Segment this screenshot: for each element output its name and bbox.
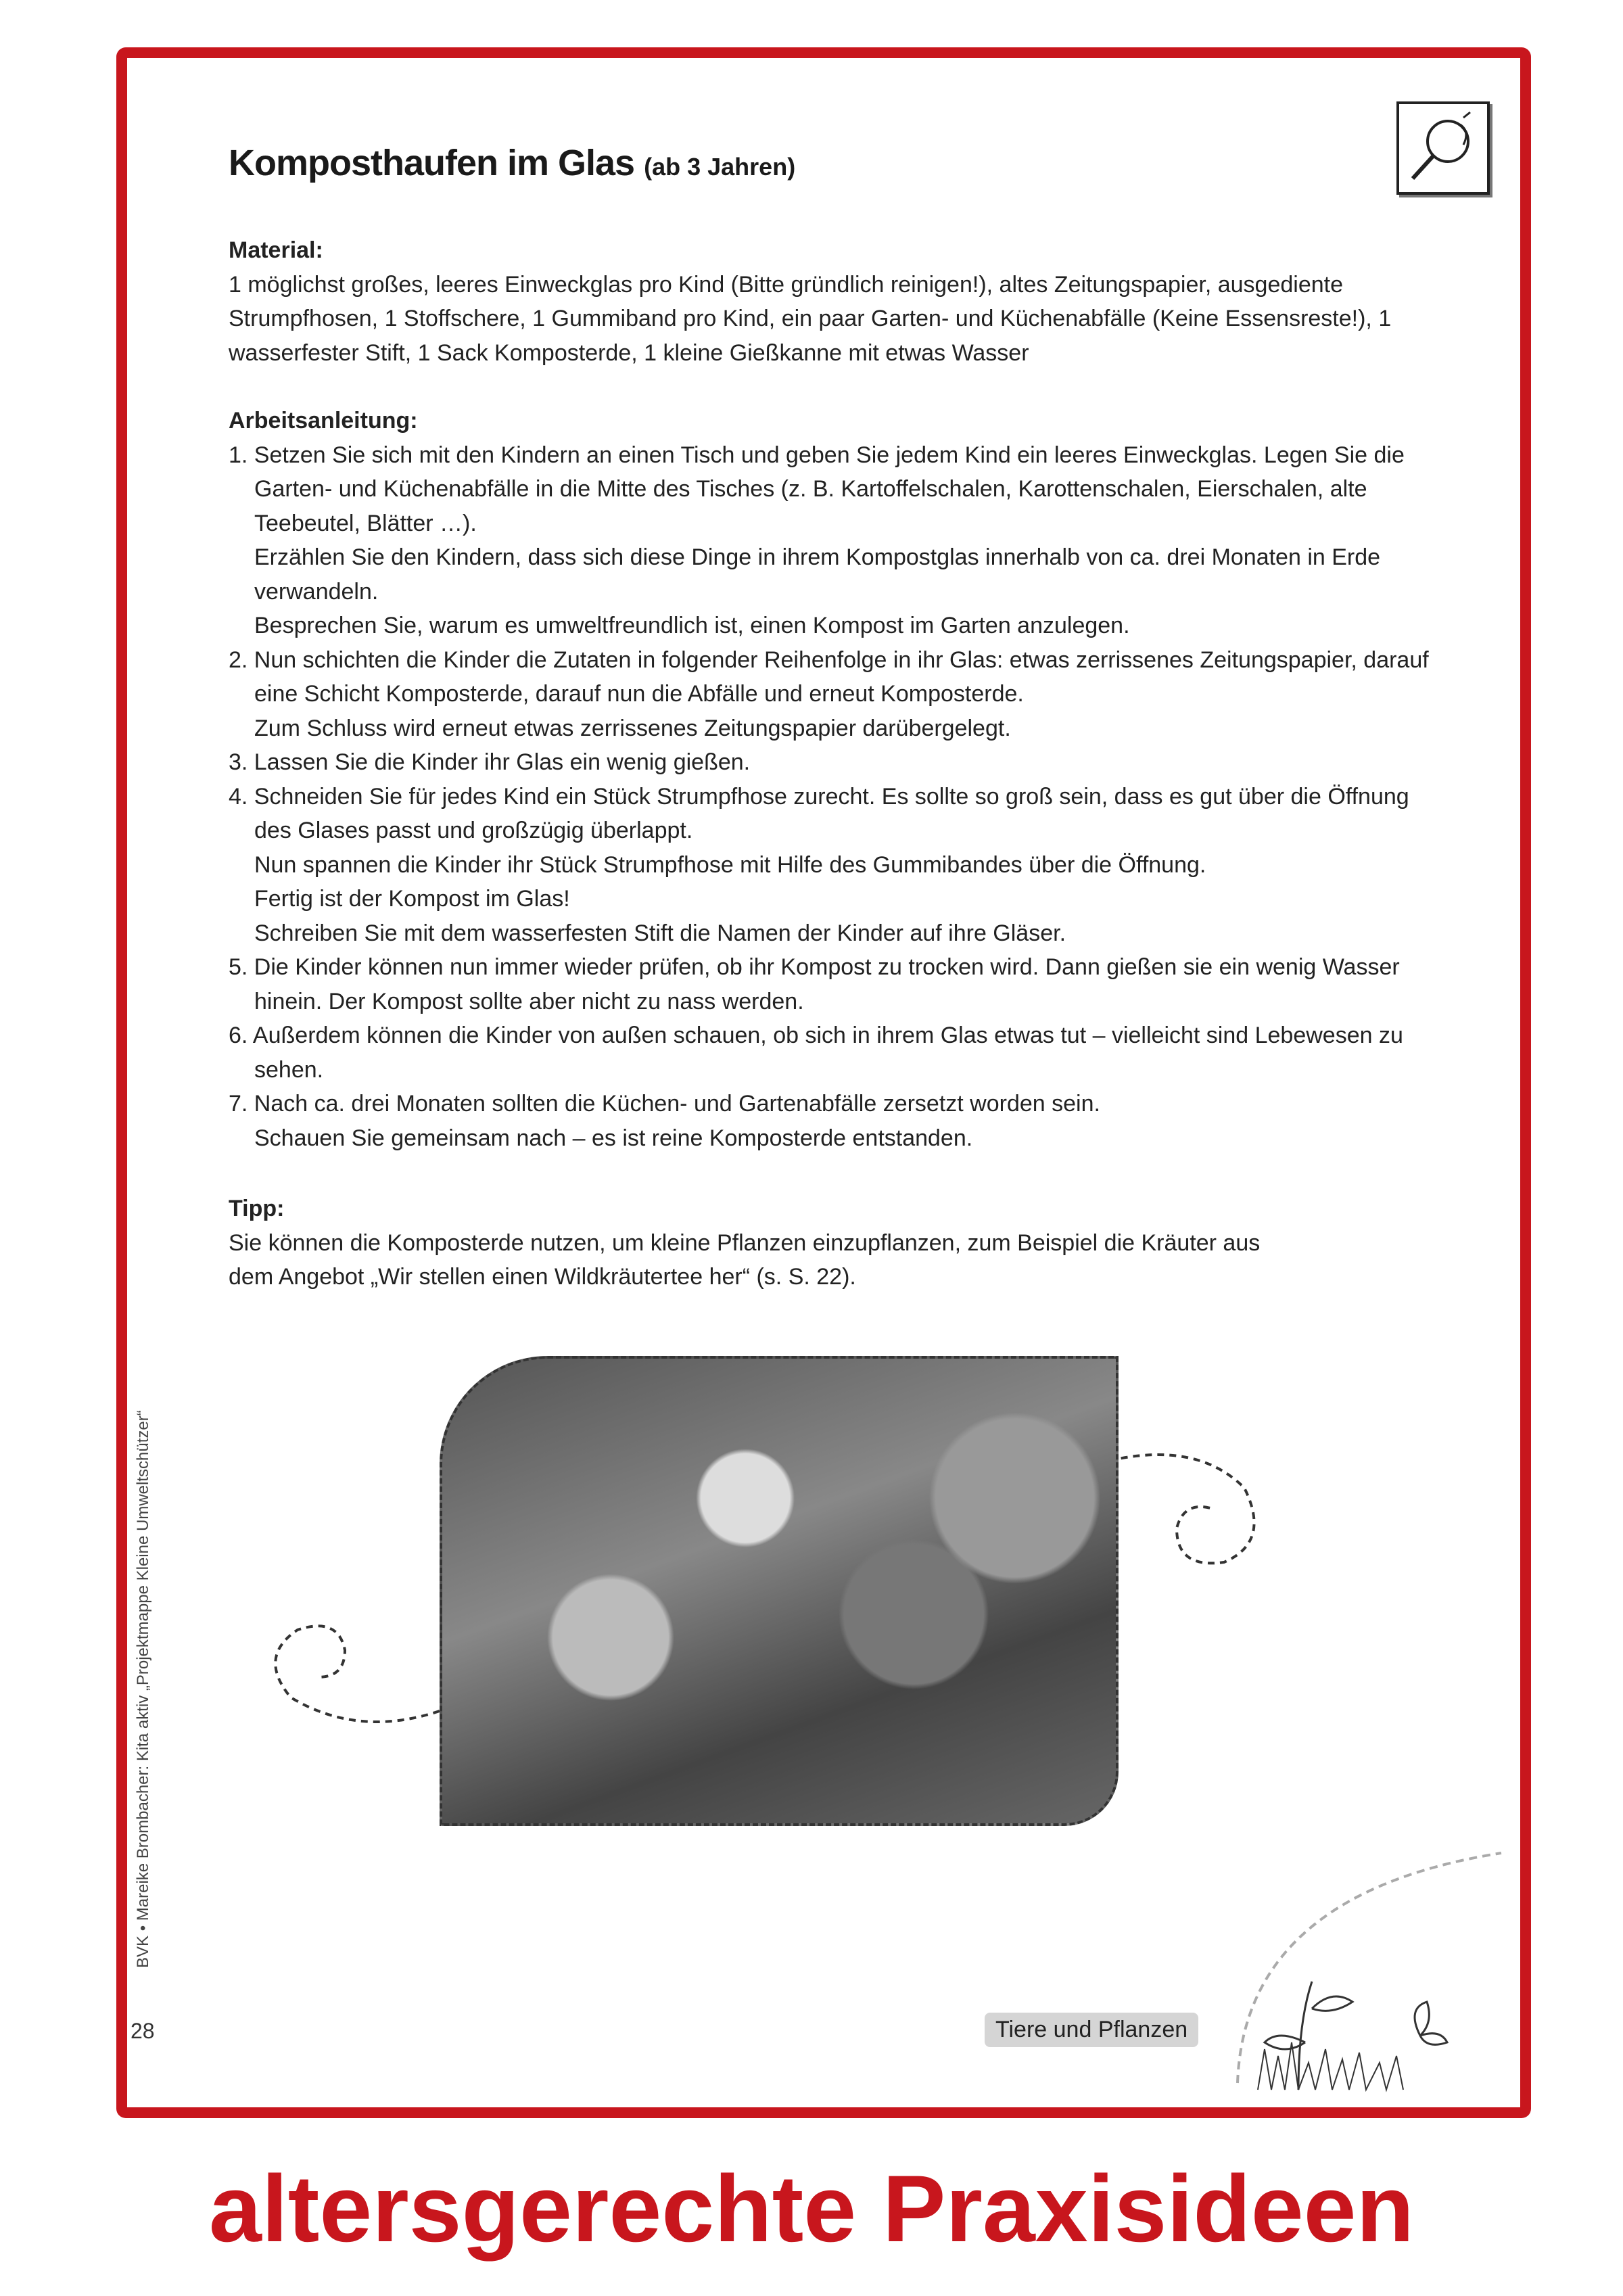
page-title — [229, 142, 795, 184]
step-paragraph: Nun spannen die Kinder ihr Stück Strumpfhose mit Hilfe des Gummibandes über die Öffnung. — [254, 851, 1206, 878]
instruction-step — [229, 643, 1432, 746]
step-text: 6. Außerdem können die Kinder von außen schauen, ob sich in ihrem Glas etwas tut – vielleicht sind Lebewesen zu sehen. — [229, 1023, 1403, 1083]
step-text: 4. Schneiden Sie für jedes Kind ein Stück Strumpfhose zurecht. Es sollte so groß sein, dass es gut über die Öffnung des Glases passt und großzügig überlappt. — [229, 783, 1409, 843]
page-number: 28 — [131, 2019, 155, 2043]
instruction-step — [229, 1018, 1432, 1087]
age-label: (ab 3 Jahren) — [644, 153, 796, 181]
step-text: 2. Nun schichten die Kinder die Zutaten in folgender Reihenfolge in ihr Glas: etwas zerrissenes Zeitungspapier, darauf eine Schicht Komposterde, darauf nun die Abfälle und erneut Komposterde. — [229, 647, 1429, 707]
instructions-heading: Arbeitsanleitung: — [229, 408, 418, 434]
instruction-step — [229, 780, 1432, 951]
instruction-step — [229, 438, 1432, 643]
instruction-step — [229, 745, 1432, 780]
magnifier-icon — [1396, 101, 1490, 195]
tip-text: Sie können die Komposterde nutzen, um kleine Pflanzen einzupflanzen, zum Beispiel die Kräuter aus dem Angebot „Wir stellen einen Wildkräutertee her“ (s. S. 22). — [229, 1229, 1261, 1290]
step-paragraph: Zum Schluss wird erneut etwas zerrissenes Zeitungspapier darübergelegt. — [254, 715, 1011, 741]
title-text: Komposthaufen im Glas — [229, 143, 635, 183]
material-heading: Material: — [229, 237, 323, 263]
instruction-step — [229, 1087, 1432, 1155]
plant-butterfly-illustration — [1217, 1840, 1508, 2096]
tip-heading: Tipp: — [229, 1196, 285, 1221]
slogan: altersgerechte Praxisideen — [208, 2155, 1415, 2262]
instructions-section — [229, 404, 1432, 1155]
category-tag: Tiere und Pflanzen — [985, 2013, 1198, 2047]
step-text: 5. Die Kinder können nun immer wieder prüfen, ob ihr Kompost zu trocken wird. Dann gießen sie ein wenig Wasser hinein. Der Kompost sollte aber nicht zu nass werden. — [229, 954, 1400, 1014]
step-paragraph: Schreiben Sie mit dem wasserfesten Stift die Namen der Kinder auf ihre Gläser. — [254, 920, 1066, 946]
step-text: 7. Nach ca. drei Monaten sollten die Küchen- und Gartenabfälle zersetzt worden sein. — [229, 1091, 1100, 1117]
step-paragraph: Schauen Sie gemeinsam nach – es ist reine Komposterde entstanden. — [254, 1125, 973, 1151]
step-paragraph: Besprechen Sie, warum es umweltfreundlich ist, einen Kompost im Garten anzulegen. — [254, 613, 1130, 638]
compost-photo — [440, 1356, 1119, 1826]
side-credit: BVK • Mareike Brombacher: Kita aktiv „Projektmappe Kleine Umweltschützer“ — [134, 1410, 152, 1968]
material-section — [229, 233, 1432, 370]
step-paragraph: Fertig ist der Kompost im Glas! — [254, 886, 570, 912]
step-text: 3. Lassen Sie die Kinder ihr Glas ein wenig gießen. — [229, 749, 751, 775]
instruction-step — [229, 950, 1432, 1018]
tip-section — [229, 1192, 1432, 1294]
step-paragraph: Erzählen Sie den Kindern, dass sich diese Dinge in ihrem Kompostglas innerhalb von ca. drei Monaten in Erde verwandeln. — [254, 544, 1381, 605]
material-text: 1 möglichst großes, leeres Einweckglas pro Kind (Bitte gründlich reinigen!), altes Zeitungspapier, ausgediente Strumpfhosen, 1 Stoffschere, 1 Gummiband pro Kind, ein paar Garten- und Küchenabfälle (Keine Essensreste!), 1 wasserfester Stift, 1 Sack Komposterde, 1 kleine Gießkanne mit etwas Wasser — [229, 271, 1392, 366]
instruction-steps — [229, 438, 1432, 1156]
step-text: 1. Setzen Sie sich mit den Kindern an einen Tisch und geben Sie jedem Kind ein leeres Einweckglas. Legen Sie die Garten- und Küchenabfälle in die Mitte des Tisches (z. B. Kartoffelschalen, Karottenschalen, Eierschalen, alte Teebeutel, Blätter …). — [229, 442, 1405, 536]
